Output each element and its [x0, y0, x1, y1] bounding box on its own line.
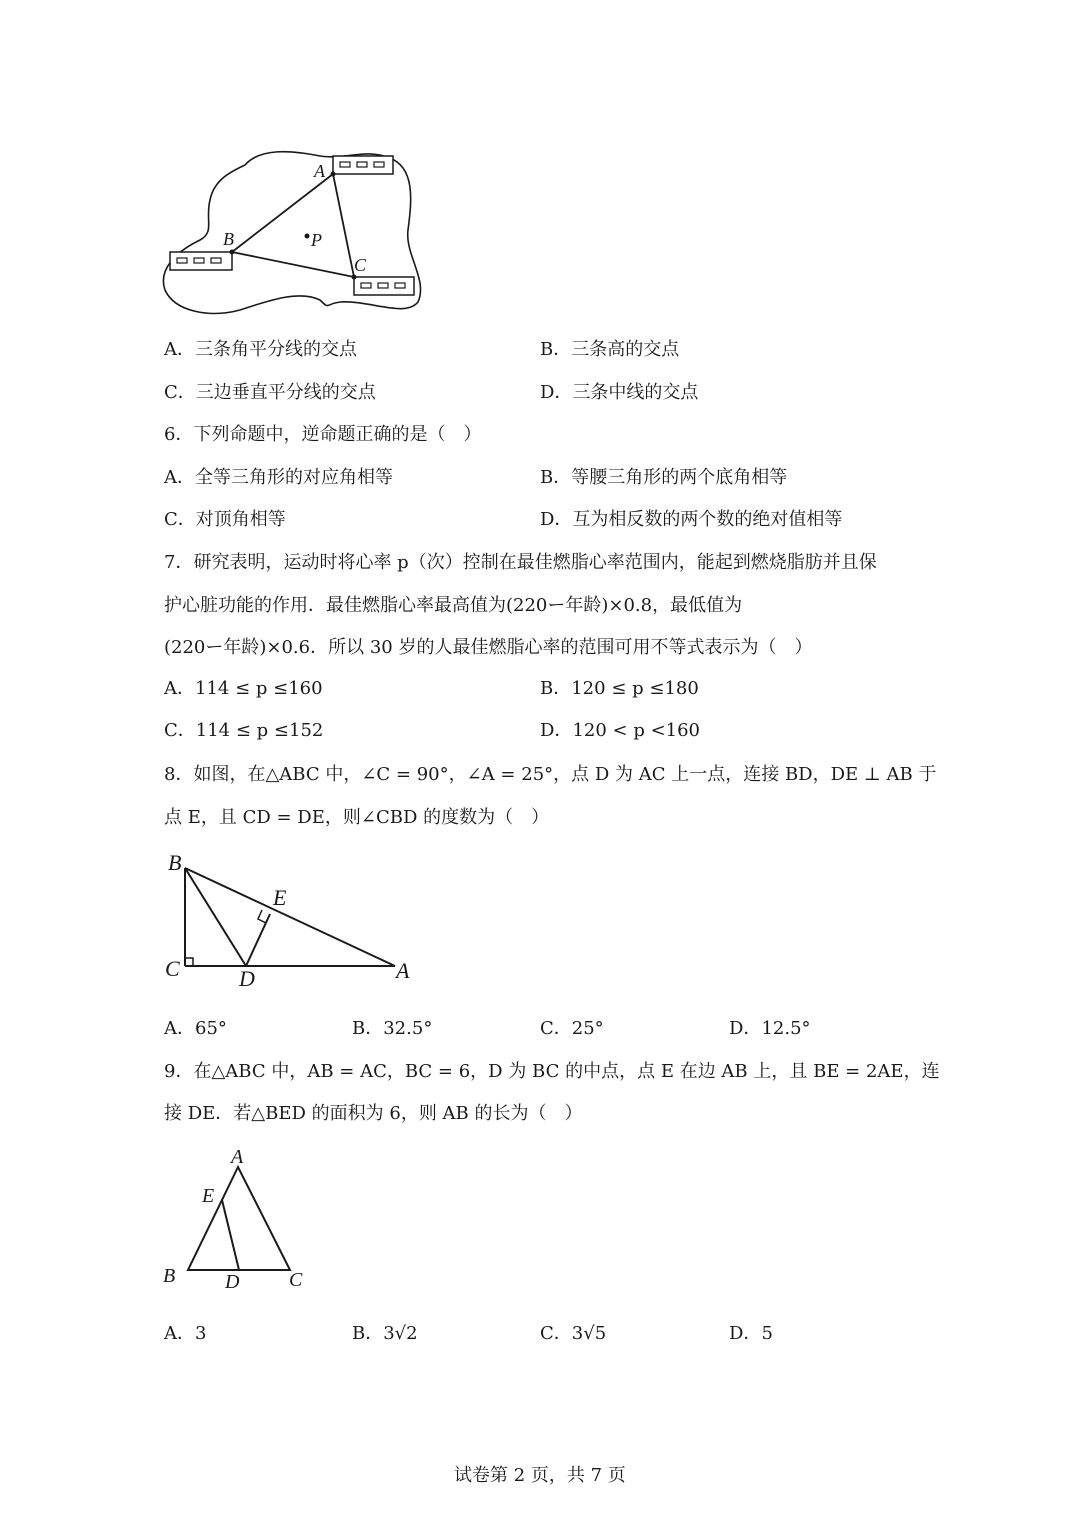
q8-figure: [160, 848, 420, 993]
q8-stem-line-2: 点 E，且 CD = DE，则∠CBD 的度数为（ ）: [164, 807, 550, 828]
q6-option-d: D．互为相反数的两个数的绝对值相等: [540, 509, 843, 530]
q5-label-p: P: [311, 230, 322, 250]
q7-option-a: A．114 ≤ p ≤160: [164, 678, 323, 699]
q5-label-a: A: [314, 161, 325, 181]
q6-stem: 6．下列命题中，逆命题正确的是（ ）: [164, 424, 482, 445]
q5-option-a: A．三条角平分线的交点: [164, 339, 357, 360]
q9-option-c: C．3√5: [540, 1323, 607, 1344]
q5-point-p: [305, 234, 310, 239]
q8-option-a: A．65°: [164, 1018, 227, 1039]
q9-option-d: D．5: [729, 1323, 773, 1344]
q7-option-b: B．120 ≤ p ≤180: [540, 678, 699, 699]
q8-label-a: A: [396, 958, 410, 983]
q9-option-a: A．3: [164, 1323, 207, 1344]
q8-label-b: B: [168, 850, 182, 875]
q7-option-c: C．114 ≤ p ≤152: [164, 720, 324, 741]
q9-stem-line-1: 9．在△ABC 中，AB = AC，BC = 6，D 为 BC 的中点，点 E 在边 AB 上，且 BE = 2AE，连: [164, 1061, 940, 1082]
q8-label-d: D: [239, 966, 255, 991]
q9-figure: [160, 1145, 320, 1295]
q5-label-b: B: [223, 229, 234, 249]
q5-figure: [150, 140, 440, 325]
q9-option-b: B．3√2: [352, 1323, 418, 1344]
q8-option-c: C．25°: [540, 1018, 604, 1039]
q5-option-d: D．三条中线的交点: [540, 382, 699, 403]
page-footer: 试卷第 2 页，共 7 页: [454, 1465, 626, 1486]
q5-label-c: C: [354, 255, 367, 275]
q7-stem-line-3: (220ー年龄)×0.6．所以 30 岁的人最佳燃脂心率的范围可用不等式表示为（ ）: [164, 637, 813, 658]
q5-option-b: B．三条高的交点: [540, 339, 680, 360]
q9-label-e: E: [202, 1185, 215, 1207]
q9-label-d: D: [225, 1271, 240, 1293]
q5-option-c: C．三边垂直平分线的交点: [164, 382, 376, 403]
q6-option-b: B．等腰三角形的两个底角相等: [540, 467, 788, 488]
q9-label-b: B: [163, 1265, 176, 1287]
q5-house-b: [170, 252, 232, 270]
q6-option-c: C．对顶角相等: [164, 509, 286, 530]
q8-stem-line-1: 8．如图，在△ABC 中，∠C = 90°，∠A = 25°，点 D 为 AC 上一点，连接 BD，DE ⊥ AB 于: [164, 764, 937, 785]
q7-stem-line-1: 7．研究表明，运动时将心率 p（次）控制在最佳燃脂心率范围内，能起到燃烧脂肪并且保: [164, 552, 877, 573]
q5-triangle: [232, 174, 354, 277]
q9-label-a: A: [231, 1146, 244, 1168]
q8-option-b: B．32.5°: [352, 1018, 433, 1039]
q7-option-d: D．120 < p <160: [540, 720, 701, 741]
q9-stem-line-2: 接 DE．若△BED 的面积为 6，则 AB 的长为（ ）: [164, 1103, 583, 1124]
q6-option-a: A．全等三角形的对应角相等: [164, 467, 393, 488]
q8-label-e: E: [273, 885, 287, 910]
q9-label-c: C: [289, 1269, 303, 1291]
q8-label-c: C: [165, 956, 180, 981]
q7-stem-line-2: 护心脏功能的作用．最佳燃脂心率最高值为(220ー年龄)×0.8，最低值为: [164, 595, 743, 616]
q8-option-d: D．12.5°: [729, 1018, 811, 1039]
